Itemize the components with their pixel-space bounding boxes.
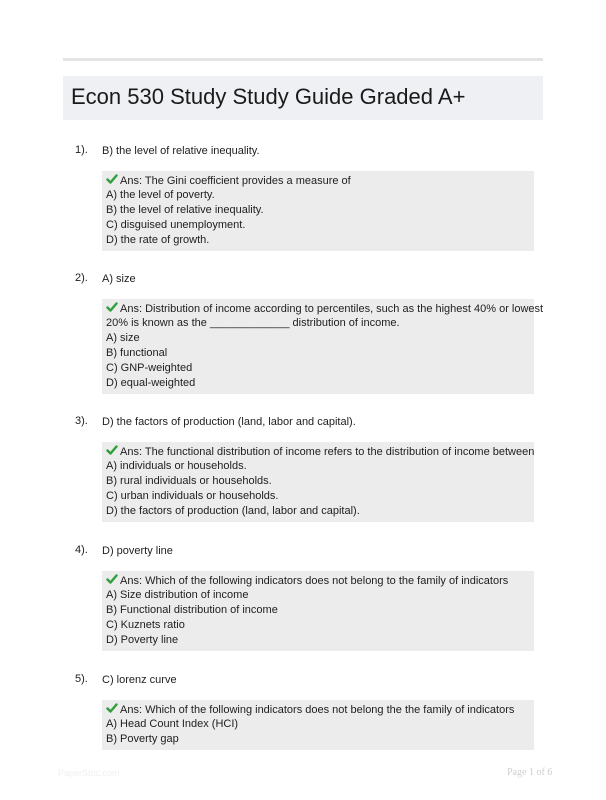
question-answer: D) poverty line [102, 545, 173, 557]
answer-question-line [106, 173, 530, 188]
answer-option: B) Functional distribution of income [106, 604, 278, 616]
answer-box [102, 700, 534, 750]
answer-question-text: Ans: Which of the following indicators does not belong to the family of indicators [120, 575, 509, 587]
answer-question-text: Ans: The functional distribution of income refers to the distribution of income between [120, 446, 535, 458]
answer-option: A) the level of poverty. [106, 189, 215, 201]
answer-box [102, 171, 534, 251]
answer-option: D) the rate of growth. [106, 234, 210, 246]
answer-option: B) the level of relative inequality. [106, 204, 264, 216]
question-answer: B) the level of relative inequality. [102, 145, 260, 157]
answer-question-line [106, 301, 544, 316]
title-banner [63, 76, 543, 120]
question-answer: A) size [102, 273, 136, 285]
document-title: Econ 530 Study Study Guide Graded A+ [71, 84, 466, 109]
answer-question-line [106, 444, 535, 459]
question-number: 2). [75, 272, 88, 284]
answer-option: C) GNP-weighted [106, 362, 193, 374]
answer-option: A) Head Count Index (HCI) [106, 718, 239, 730]
answer-question-text: Ans: Which of the following indicators does not belong the the family of indicators [120, 704, 515, 716]
question-number: 5). [75, 673, 88, 685]
question-answer: D) the factors of production (land, labor and capital). [102, 416, 356, 428]
top-divider [63, 58, 543, 61]
answer-option: B) functional [106, 347, 168, 359]
answer-option: B) rural individuals or households. [106, 475, 272, 487]
check-icon [106, 173, 118, 185]
answer-option: A) Size distribution of income [106, 589, 249, 601]
footer-watermark: PaperStoc.com [58, 768, 120, 778]
answer-option: A) individuals or households. [106, 460, 247, 472]
answer-option: D) equal-weighted [106, 377, 196, 389]
answer-option: C) Kuznets ratio [106, 619, 185, 631]
answer-box [102, 442, 534, 522]
question-number: 3). [75, 415, 88, 427]
answer-question-text: 20% is known as the _____________ distribution of income. [106, 317, 400, 329]
answer-option: C) disguised unemployment. [106, 219, 246, 231]
question-answer: C) lorenz curve [102, 674, 177, 686]
answer-box [102, 571, 534, 651]
answer-question-line [106, 702, 530, 717]
answer-box [102, 299, 544, 394]
answer-option: D) Poverty line [106, 634, 179, 646]
question-number: 4). [75, 544, 88, 556]
answer-option: D) the factors of production (land, labor and capital). [106, 505, 360, 517]
check-icon [106, 301, 118, 313]
answer-question-text: Ans: Distribution of income according to percentiles, such as the highest 40% or lowest [120, 303, 544, 315]
answer-question-text: Ans: The Gini coefficient provides a measure of [120, 175, 351, 187]
answer-question-line [106, 573, 530, 588]
check-icon [106, 444, 118, 456]
answer-option: C) urban individuals or households. [106, 490, 279, 502]
answer-option: A) size [106, 332, 140, 344]
answer-option: B) Poverty gap [106, 733, 179, 745]
check-icon [106, 702, 118, 714]
check-icon [106, 573, 118, 585]
question-number: 1). [75, 144, 88, 156]
page-number: Page 1 of 6 [507, 767, 553, 778]
